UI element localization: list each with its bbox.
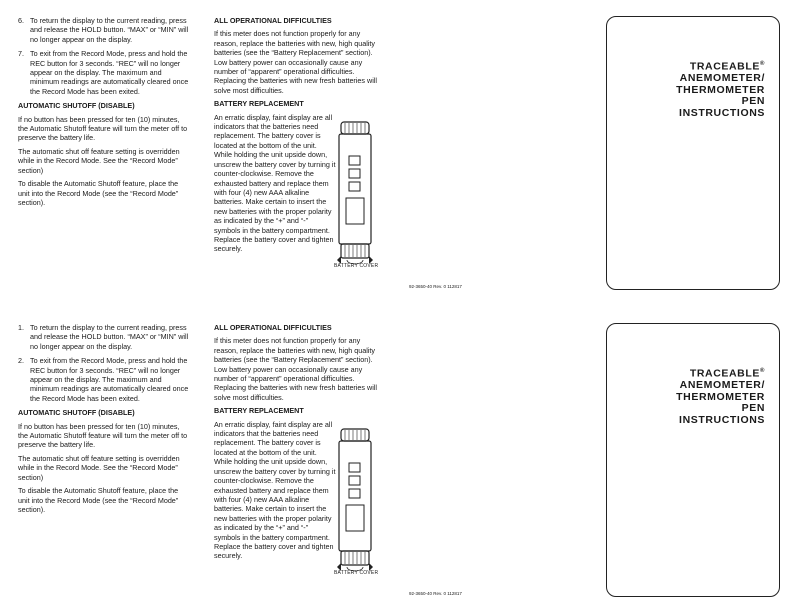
instruction-sheet-top [0,0,793,306]
list-text: To exit from the Record Mode, press and hold the REC button for 3 seconds. “REC” will no longer appear on the display. The maximum and minimum readings are automatically cleared once the Record Mode has been exited. [30,356,189,403]
paragraph: To disable the Automatic Shutoff feature, place the unit into the Record Mode (see the “Record Mode” section). [18,486,179,514]
paragraph: The automatic shut off feature setting is overridden while in the Record Mode. See the “Record Mode” section) [18,146,180,175]
column-left [18,16,190,211]
list-text: To return the display to the current reading, press and release the HOLD button. “MAX” or “MIN” will no longer appear on the display. [30,16,189,44]
registered-mark: ® [759,368,765,374]
cover-title-line: ANEMOMETER/ [679,379,765,391]
battery-cover-caption: BATTERY COVER [334,263,379,269]
paragraph: To disable the Automatic Shutoff feature, place the unit into the Record Mode (see the “Record Mode” section). [18,179,179,207]
revision-number: 92-3650-40 Rev. 0 112817 [409,284,462,289]
list-text: To exit from the Record Mode, press and hold the REC button for 3 seconds. “REC” will no longer appear on the display. The maximum and minimum readings are automatically cleared once the Record Mode has been exited. [30,49,189,96]
cover-title-line: PEN [741,402,765,414]
paragraph: The automatic shut off feature setting is overridden while in the Record Mode. See the “Record Mode” section) [18,453,180,482]
list-number: 1. [18,323,24,332]
cover-title-line: THERMOMETER [676,83,765,96]
cover-card [606,323,780,597]
paragraph: If this meter does not function properly for any reason, replace the batteries with new, high quality batteries (see the “Battery Replacement” section). Low battery power can occasionally cause any number of “apparent” operational difficulties. Replacing the batteries with new fresh batteries will solve most difficulties. [214,29,377,95]
list-item [18,49,190,96]
list-number: 7. [18,49,24,59]
cover-title-line: ANEMOMETER/ [679,72,765,84]
revision-number: 92-3650-40 Rev. 0 112817 [409,591,462,596]
list-item [18,356,190,403]
section-heading-auto-shutoff: AUTOMATIC SHUTOFF (DISABLE) [18,101,135,111]
section-heading-difficulties: ALL OPERATIONAL DIFFICULTIES [214,323,332,332]
section-heading-auto-shutoff: AUTOMATIC SHUTOFF (DISABLE) [18,408,135,418]
cover-title-line [605,59,765,73]
cover-title-brand: TRACEABLE [689,367,760,380]
column-left [18,323,190,518]
list-item [18,323,190,351]
list-item [18,16,190,44]
list-number: 2. [18,356,24,366]
cover-title [605,59,765,119]
pen-illustration [333,427,377,577]
cover-title [605,366,765,426]
cover-title-line [605,366,765,380]
section-heading-battery: BATTERY REPLACEMENT [214,99,304,109]
paragraph: If this meter does not function properly for any reason, replace the batteries with new, high quality batteries (see the “Battery Replacement” section). Low battery power can occasionally cause any number of “apparent” operational difficulties. Replacing the batteries with new fresh batteries will solve most difficulties. [214,336,377,402]
registered-mark: ® [759,61,765,67]
cover-title-line: THERMOMETER [676,390,765,403]
cover-title-line: PEN [741,95,765,107]
cover-title-brand: TRACEABLE [689,60,760,73]
cover-card [606,16,780,290]
instruction-sheet-bottom [0,307,793,613]
battery-cover-caption: BATTERY COVER [334,570,379,576]
section-heading-battery: BATTERY REPLACEMENT [214,406,304,416]
section-heading-difficulties: ALL OPERATIONAL DIFFICULTIES [214,16,332,25]
list-text: To return the display to the current reading, press and release the HOLD button. “MAX” or “MIN” will no longer appear on the display. [30,323,189,351]
cover-title-line: INSTRUCTIONS [679,413,765,426]
list-number: 6. [18,16,24,25]
paragraph: An erratic display, faint display are all indicators that the batteries need replacement. The battery cover is located at the bottom of the unit. While holding the unit upside down, unscrew the battery cover by turning it counter-clockwise. Remove the exhausted battery and replace them with four (4) new AAA alkaline batteries. Make certain to insert the new batteries with the proper polarity as indicated by the “+” and “-” symbols in the battery compartment. Replace the battery cover and tighten securely. [214,419,336,561]
paragraph: If no button has been pressed for ten (10) minutes, the Automatic Shutoff feature will turn the meter off to preserve the battery life. [18,114,188,143]
paragraph: If no button has been pressed for ten (10) minutes, the Automatic Shutoff feature will turn the meter off to preserve the battery life. [18,421,188,450]
paragraph: An erratic display, faint display are all indicators that the batteries need replacement. The battery cover is located at the bottom of the unit. While holding the unit upside down, unscrew the battery cover by turning it counter-clockwise. Remove the exhausted battery and replace them with four (4) new AAA alkaline batteries. Make certain to insert the new batteries with the proper polarity as indicated by the “+” and “-” symbols in the battery compartment. Replace the battery cover and tighten securely. [214,112,336,254]
cover-title-line: INSTRUCTIONS [679,106,765,119]
pen-illustration [333,120,377,270]
